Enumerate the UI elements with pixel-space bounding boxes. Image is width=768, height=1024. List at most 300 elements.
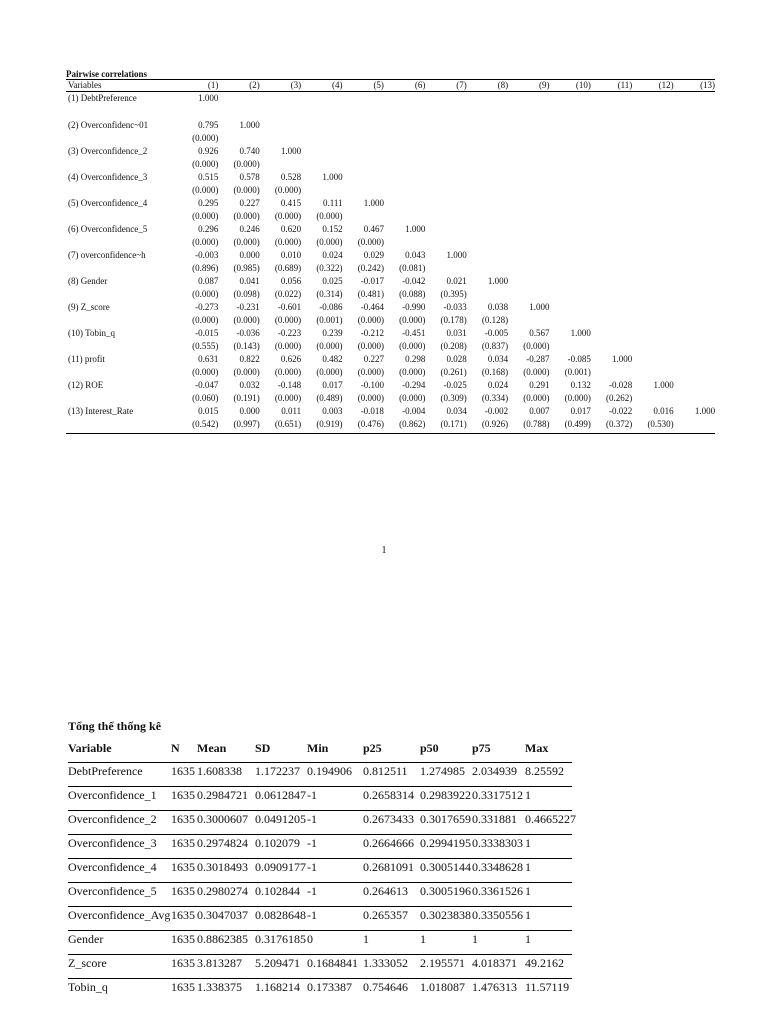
correlation-pvalue: (0.088) xyxy=(399,289,426,299)
correlation-pvalue: (0.000) xyxy=(399,315,426,325)
correlation-value: -0.990 xyxy=(402,302,426,312)
correlation-header-cell: (10) xyxy=(575,80,591,90)
summary-cell: 0.0828648 xyxy=(255,908,306,922)
correlation-value: 1.000 xyxy=(612,354,633,364)
correlation-value: 0.227 xyxy=(363,354,384,364)
summary-header-cell: Mean xyxy=(197,741,227,755)
correlation-pvalue: (0.555) xyxy=(192,341,219,351)
correlation-value: 0.415 xyxy=(280,198,302,208)
correlation-value: -0.223 xyxy=(277,328,302,338)
correlation-pvalue: (0.060) xyxy=(192,393,219,403)
correlation-pvalue: (0.143) xyxy=(233,341,260,351)
correlation-value: 0.056 xyxy=(280,276,302,286)
summary-cell: -1 xyxy=(307,884,317,898)
correlation-pvalue: (0.000) xyxy=(399,393,426,403)
summary-cell: 0.3005144 xyxy=(420,860,471,874)
correlation-pvalue: (0.000) xyxy=(316,211,343,221)
correlation-value: 0.028 xyxy=(446,354,467,364)
correlation-row-label: (4) Overconfidence_3 xyxy=(68,172,148,182)
correlation-pvalue-row xyxy=(66,210,715,223)
summary-cell: 11.57119 xyxy=(525,980,570,994)
correlation-value: -0.047 xyxy=(195,380,219,390)
correlation-value: 0.822 xyxy=(239,354,260,364)
correlation-header-cell: (11) xyxy=(617,80,633,90)
correlation-pvalue: (0.000) xyxy=(192,237,219,247)
correlation-table xyxy=(66,69,715,434)
correlation-value: 1.000 xyxy=(405,224,426,234)
summary-cell: 0.3361526 xyxy=(472,884,523,898)
correlation-value: 0.528 xyxy=(280,172,302,182)
correlation-row xyxy=(66,379,715,392)
correlation-pvalue: (0.001) xyxy=(564,367,591,377)
correlation-value: 1.000 xyxy=(570,328,591,338)
summary-cell: 0.1684841 xyxy=(307,956,358,970)
summary-cell: 0.173387 xyxy=(307,980,352,994)
correlation-value: -0.036 xyxy=(236,328,260,338)
correlation-pvalue: (0.000) xyxy=(274,393,302,403)
correlation-value: 0.295 xyxy=(198,198,219,208)
summary-cell: 1635 xyxy=(171,788,195,802)
summary-cell: 1.338375 xyxy=(197,980,242,994)
summary-cell: 0.812511 xyxy=(363,764,408,778)
correlation-value: 0.000 xyxy=(239,250,260,260)
correlation-pvalue-row xyxy=(66,262,715,275)
correlation-value: -0.017 xyxy=(360,276,384,286)
correlation-value: 1.000 xyxy=(322,172,343,182)
correlation-pvalue: (0.098) xyxy=(233,289,260,299)
summary-cell: Overconfidence_3 xyxy=(68,836,157,850)
page-number: 1 xyxy=(381,545,387,556)
summary-cell: 0.264613 xyxy=(363,884,408,898)
correlation-pvalue: (0.334) xyxy=(481,393,509,403)
summary-cell: 1 xyxy=(472,932,478,946)
correlation-pvalue-row xyxy=(66,314,715,327)
correlation-row-label: (7) overconfidence~h xyxy=(68,250,146,260)
correlation-row xyxy=(66,353,715,366)
summary-cell: 0.2980274 xyxy=(197,884,248,898)
correlation-row xyxy=(66,119,715,132)
correlation-pvalue-spacer xyxy=(66,314,177,327)
summary-cell: 1635 xyxy=(171,908,195,922)
correlation-pvalue-spacer xyxy=(66,236,177,249)
correlation-pvalue-spacer xyxy=(66,132,177,145)
correlation-value: -0.294 xyxy=(402,380,426,390)
correlation-value: 0.015 xyxy=(198,406,219,416)
correlation-header-cell: (6) xyxy=(414,80,426,90)
correlation-header-cell: (9) xyxy=(539,80,550,90)
correlation-row-label: (6) Overconfidence_5 xyxy=(68,224,148,234)
correlation-pvalue: (0.001) xyxy=(316,315,343,325)
summary-cell: 1635 xyxy=(171,932,195,946)
correlation-pvalue: (0.476) xyxy=(357,419,384,429)
correlation-pvalue: (0.862) xyxy=(399,419,426,429)
correlation-pvalue: (0.314) xyxy=(316,289,343,299)
summary-cell: Gender xyxy=(68,932,104,946)
correlation-pvalue: (0.000) xyxy=(274,211,302,221)
correlation-pvalue-spacer xyxy=(66,262,177,275)
summary-cell: 0.754646 xyxy=(363,980,408,994)
correlation-pvalue: (0.000) xyxy=(399,341,426,351)
correlation-header-cell: Variables xyxy=(68,80,102,90)
correlation-value: 0.291 xyxy=(529,380,550,390)
correlation-pvalue-spacer xyxy=(66,366,177,379)
correlation-value: 0.034 xyxy=(446,406,467,416)
correlation-pvalue: (0.000) xyxy=(357,393,384,403)
correlation-pvalue: (0.919) xyxy=(316,419,343,429)
correlation-row-label: (8) Gender xyxy=(68,276,108,286)
correlation-pvalue: (0.000) xyxy=(274,341,302,351)
summary-cell: 1 xyxy=(525,908,531,922)
summary-header-cell: Variable xyxy=(68,741,112,755)
correlation-value: -0.100 xyxy=(360,380,384,390)
correlation-value: 0.000 xyxy=(239,406,260,416)
correlation-pvalue: (0.000) xyxy=(274,367,302,377)
correlation-pvalue: (0.208) xyxy=(440,341,467,351)
summary-cell: 0.3317512 xyxy=(472,788,523,802)
correlation-value: 0.021 xyxy=(446,276,467,286)
summary-cell: -1 xyxy=(307,908,317,922)
correlation-pvalue-spacer xyxy=(66,184,177,197)
summary-row xyxy=(68,834,572,858)
summary-cell: Overconfidence_4 xyxy=(68,860,157,874)
summary-cell: 8.25592 xyxy=(525,764,564,778)
correlation-value: 0.152 xyxy=(322,224,343,234)
correlation-row-gap xyxy=(66,105,715,119)
summary-cell: 0.102079 xyxy=(255,836,300,850)
summary-cell: 0.2994195 xyxy=(420,836,471,850)
correlation-pvalue: (0.000) xyxy=(192,289,219,299)
correlation-value: -0.003 xyxy=(195,250,219,260)
correlation-value: 0.578 xyxy=(239,172,260,182)
correlation-row-label: (11) profit xyxy=(68,354,105,364)
summary-cell: 0.2681091 xyxy=(363,860,414,874)
correlation-row-label: (9) Z_score xyxy=(68,302,110,312)
correlation-row xyxy=(66,223,715,236)
correlation-pvalue: (0.171) xyxy=(440,419,467,429)
correlation-value: 0.007 xyxy=(529,406,550,416)
correlation-value: -0.086 xyxy=(319,302,343,312)
correlation-header-cell: (2) xyxy=(249,80,260,90)
correlation-pvalue: (0.530) xyxy=(647,419,674,429)
correlation-pvalue: (0.000) xyxy=(316,367,343,377)
correlation-pvalue: (0.000) xyxy=(192,133,219,143)
correlation-pvalue: (0.309) xyxy=(440,393,467,403)
correlation-value: 0.016 xyxy=(653,406,674,416)
summary-cell: 1635 xyxy=(171,884,195,898)
correlation-row-label: (13) Interest_Rate xyxy=(68,406,134,416)
correlation-pvalue: (0.000) xyxy=(357,367,384,377)
summary-cell: Tobin_q xyxy=(68,980,108,994)
summary-cell: 49.2162 xyxy=(525,956,564,970)
correlation-pvalue: (0.178) xyxy=(440,315,467,325)
correlation-pvalue: (0.262) xyxy=(606,393,633,403)
summary-cell: 1.333052 xyxy=(363,956,408,970)
summary-row xyxy=(68,954,572,978)
correlation-value: -0.148 xyxy=(277,380,302,390)
correlation-pvalue-spacer xyxy=(66,418,177,431)
correlation-value: -0.018 xyxy=(360,406,384,416)
correlation-value: 0.296 xyxy=(198,224,219,234)
correlation-value: -0.273 xyxy=(195,302,219,312)
correlation-pvalue: (0.926) xyxy=(481,419,509,429)
correlation-pvalue: (0.000) xyxy=(233,185,260,195)
summary-cell: 1635 xyxy=(171,860,195,874)
correlation-value: -0.231 xyxy=(236,302,260,312)
correlation-value: 0.011 xyxy=(281,406,302,416)
summary-header-cell: p25 xyxy=(363,741,382,755)
correlation-value: 1.000 xyxy=(529,302,550,312)
correlation-value: 0.631 xyxy=(198,354,219,364)
correlation-value: 0.626 xyxy=(280,354,302,364)
correlation-value: 0.926 xyxy=(198,146,219,156)
summary-cell: 1 xyxy=(525,860,531,874)
correlation-pvalue: (0.000) xyxy=(274,315,302,325)
summary-header-cell: N xyxy=(171,741,180,755)
correlation-value: 0.010 xyxy=(280,250,302,260)
correlation-pvalue: (0.997) xyxy=(233,419,260,429)
correlation-header-cell: (7) xyxy=(456,80,467,90)
correlation-pvalue-row xyxy=(66,418,715,431)
correlation-value: 0.025 xyxy=(322,276,343,286)
correlation-value: 1.000 xyxy=(239,120,260,130)
correlation-pvalue: (0.837) xyxy=(481,341,509,351)
correlation-pvalue: (0.000) xyxy=(233,159,260,169)
summary-cell: 1 xyxy=(363,932,369,946)
correlation-pvalue: (0.261) xyxy=(440,367,467,377)
correlation-value: 0.024 xyxy=(322,250,343,260)
correlation-header-cell: (12) xyxy=(658,80,674,90)
correlation-pvalue: (0.000) xyxy=(274,237,302,247)
correlation-header-cell: (3) xyxy=(290,80,302,90)
correlation-pvalue: (0.489) xyxy=(316,393,343,403)
correlation-pvalue: (0.000) xyxy=(523,393,550,403)
correlation-row-label: (3) Overconfidence_2 xyxy=(68,146,148,156)
summary-cell: 0.102844 xyxy=(255,884,300,898)
summary-cell: 0.194906 xyxy=(307,764,352,778)
summary-cell: 0.2658314 xyxy=(363,788,414,802)
correlation-pvalue: (0.168) xyxy=(481,367,509,377)
summary-cell: 3.813287 xyxy=(197,956,242,970)
correlation-row-label: (2) Overconfidenc~01 xyxy=(68,120,149,130)
summary-cell: DebtPreference xyxy=(68,764,143,778)
correlation-pvalue-spacer xyxy=(66,158,177,171)
summary-cell: 1.018087 xyxy=(420,980,465,994)
correlation-value: 0.467 xyxy=(363,224,384,234)
correlation-pvalue: (0.191) xyxy=(233,393,260,403)
summary-row xyxy=(68,810,576,834)
correlation-value: 0.111 xyxy=(322,198,343,208)
correlation-value: 0.032 xyxy=(239,380,260,390)
correlation-header xyxy=(66,79,715,92)
summary-cell: 2.034939 xyxy=(472,764,517,778)
correlation-pvalue: (0.000) xyxy=(192,211,219,221)
correlation-header-cell: (8) xyxy=(497,80,509,90)
correlation-value: 0.239 xyxy=(322,328,343,338)
correlation-pvalue-row xyxy=(66,288,715,301)
correlation-value: -0.451 xyxy=(402,328,426,338)
correlation-row-label: (12) ROE xyxy=(68,380,104,390)
correlation-value: 0.017 xyxy=(570,406,591,416)
summary-cell: 0.3000607 xyxy=(197,812,248,826)
summary-table xyxy=(68,718,576,1002)
summary-row xyxy=(68,762,572,786)
correlation-value: -0.212 xyxy=(360,328,384,338)
correlation-pvalue-row xyxy=(66,184,715,197)
correlation-pvalue: (0.000) xyxy=(233,237,260,247)
summary-cell: 0.3023838 xyxy=(420,908,471,922)
correlation-value: -0.287 xyxy=(526,354,550,364)
summary-body xyxy=(68,762,576,1002)
correlation-pvalue: (0.242) xyxy=(357,263,384,273)
correlation-value: 0.017 xyxy=(322,380,343,390)
correlation-pvalue: (0.000) xyxy=(274,185,302,195)
correlation-pvalue-spacer xyxy=(66,392,177,405)
summary-cell: 1 xyxy=(525,836,531,850)
summary-cell: Overconfidence_2 xyxy=(68,812,157,826)
correlation-value: -0.025 xyxy=(443,380,467,390)
correlation-row-label: (5) Overconfidence_4 xyxy=(68,198,148,208)
summary-cell: -1 xyxy=(307,860,317,874)
correlation-pvalue: (0.896) xyxy=(192,263,219,273)
correlation-body xyxy=(66,92,715,431)
correlation-value: 0.246 xyxy=(239,224,260,234)
summary-cell: 0.2984721 xyxy=(197,788,248,802)
correlation-value: 0.482 xyxy=(322,354,343,364)
summary-cell: 1635 xyxy=(171,956,195,970)
correlation-header-cell: (5) xyxy=(373,80,384,90)
summary-cell: 0.331881 xyxy=(472,812,517,826)
summary-cell: 5.209471 xyxy=(255,956,300,970)
summary-cell: 0.2673433 xyxy=(363,812,414,826)
correlation-row-label: (1) DebtPreference xyxy=(68,93,137,103)
summary-cell: 1 xyxy=(420,932,426,946)
summary-cell: 0.0491205 xyxy=(255,812,306,826)
correlation-value: 0.031 xyxy=(446,328,467,338)
correlation-value: -0.005 xyxy=(484,328,509,338)
correlation-pvalue-row xyxy=(66,236,715,249)
summary-header-cell: p75 xyxy=(472,741,491,755)
correlation-value: 1.000 xyxy=(363,198,384,208)
summary-cell: 0.3338303 xyxy=(472,836,523,850)
correlation-pvalue: (0.395) xyxy=(440,289,467,299)
correlation-value: -0.015 xyxy=(195,328,219,338)
summary-cell: 1635 xyxy=(171,980,195,994)
correlation-value: -0.085 xyxy=(567,354,591,364)
summary-cell: 0.3047037 xyxy=(197,908,248,922)
correlation-value: 0.029 xyxy=(363,250,384,260)
correlation-value: 0.740 xyxy=(239,146,260,156)
summary-header-cell: SD xyxy=(255,741,271,755)
correlation-value: 0.567 xyxy=(529,328,550,338)
correlation-bottom-rule xyxy=(66,433,715,434)
correlation-value: 0.132 xyxy=(570,380,591,390)
correlation-value: 0.795 xyxy=(198,120,219,130)
correlation-pvalue: (0.000) xyxy=(357,237,384,247)
correlation-pvalue: (0.000) xyxy=(523,341,550,351)
summary-header-cell: p50 xyxy=(420,741,439,755)
correlation-pvalue-row xyxy=(66,366,715,379)
summary-cell: Overconfidence_5 xyxy=(68,884,157,898)
correlation-row xyxy=(66,145,715,158)
correlation-row xyxy=(66,92,715,105)
correlation-value: 0.515 xyxy=(198,172,219,182)
correlation-pvalue: (0.985) xyxy=(233,263,260,273)
correlation-row xyxy=(66,327,715,340)
summary-cell: 0.3350556 xyxy=(472,908,523,922)
correlation-row xyxy=(66,249,715,262)
correlation-row-label: (10) Tobin_q xyxy=(68,328,115,338)
summary-cell: 1635 xyxy=(171,764,195,778)
summary-cell: 0.4665227 xyxy=(525,812,576,826)
summary-cell: 4.018371 xyxy=(472,956,517,970)
summary-cell: 0.2974824 xyxy=(197,836,248,850)
correlation-value: 0.043 xyxy=(405,250,426,260)
summary-cell: 0.0612847 xyxy=(255,788,306,802)
summary-cell: -1 xyxy=(307,836,317,850)
correlation-value: 0.227 xyxy=(239,198,260,208)
correlation-value: 0.034 xyxy=(487,354,509,364)
correlation-row xyxy=(66,405,715,418)
correlation-value: -0.601 xyxy=(277,302,302,312)
summary-cell: 0.3176185 xyxy=(255,932,306,946)
summary-row xyxy=(68,930,572,954)
correlation-value: 0.024 xyxy=(487,380,509,390)
correlation-value: 0.087 xyxy=(198,276,219,286)
summary-cell: 0.3005196 xyxy=(420,884,471,898)
correlation-title: Pairwise correlations xyxy=(66,69,148,79)
correlation-header-cell: (4) xyxy=(332,80,343,90)
correlation-pvalue: (0.542) xyxy=(192,419,219,429)
summary-title: Tổng thể thống kê xyxy=(68,719,162,733)
correlation-pvalue: (0.651) xyxy=(274,419,302,429)
correlation-pvalue: (0.000) xyxy=(564,393,591,403)
summary-cell: 0.2983922 xyxy=(420,788,471,802)
summary-cell: 1.608338 xyxy=(197,764,242,778)
correlation-pvalue: (0.322) xyxy=(316,263,343,273)
correlation-pvalue: (0.000) xyxy=(192,315,219,325)
summary-cell: 2.195571 xyxy=(420,956,465,970)
correlation-pvalue: (0.128) xyxy=(481,315,509,325)
summary-cell: 0.0909177 xyxy=(255,860,306,874)
summary-cell: Overconfidence_Avg xyxy=(68,908,171,922)
correlation-value: -0.004 xyxy=(402,406,426,416)
summary-cell: 1 xyxy=(525,932,531,946)
summary-cell: 0.3348628 xyxy=(472,860,523,874)
summary-cell: 0.2664666 xyxy=(363,836,414,850)
correlation-value: 0.041 xyxy=(239,276,260,286)
summary-cell: 0.8862385 xyxy=(197,932,248,946)
summary-cell: 1 xyxy=(525,884,531,898)
summary-row xyxy=(68,906,572,930)
correlation-pvalue: (0.000) xyxy=(399,367,426,377)
correlation-pvalue: (0.022) xyxy=(274,289,302,299)
correlation-pvalue: (0.000) xyxy=(316,341,343,351)
correlation-value: -0.042 xyxy=(402,276,426,286)
correlation-row xyxy=(66,197,715,210)
summary-cell: 1.274985 xyxy=(420,764,465,778)
correlation-value: 1.000 xyxy=(694,406,716,416)
summary-cell: -1 xyxy=(307,788,317,802)
correlation-row xyxy=(66,301,715,314)
summary-cell: 0.265357 xyxy=(363,908,408,922)
correlation-row xyxy=(66,171,715,184)
summary-cell: 1.476313 xyxy=(472,980,517,994)
correlation-header-cell: (13) xyxy=(700,80,716,90)
correlation-pvalue-row xyxy=(66,132,715,145)
summary-cell: 1635 xyxy=(171,836,195,850)
summary-row xyxy=(68,786,572,810)
correlation-pvalue: (0.000) xyxy=(357,315,384,325)
